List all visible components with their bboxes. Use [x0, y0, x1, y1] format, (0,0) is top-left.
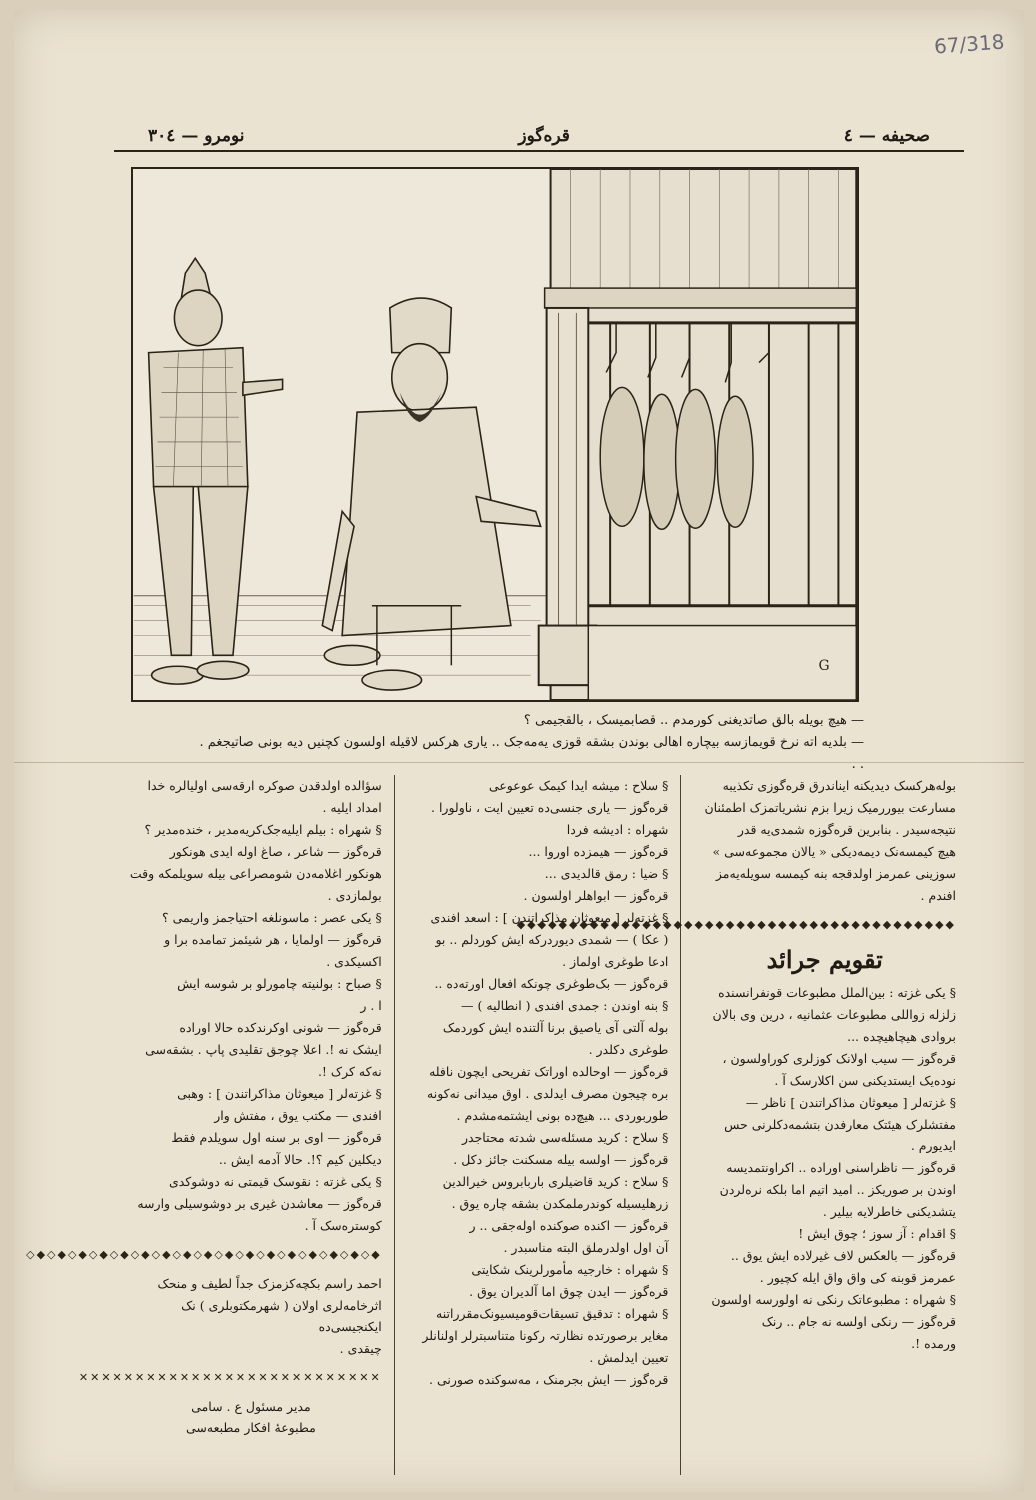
text-line: چیقدی . — [339, 1341, 382, 1356]
text-line: § شهراه : تدقیق تسیقات‌قومیسیونک‌مقرراتنه — [436, 1306, 669, 1321]
text-line: مسارعت بیوررمیک زیرا بزم نشریاتمزک اطمئنان — [704, 800, 956, 815]
masthead — [114, 122, 964, 152]
text-line: کوستره‌سک آ . — [304, 1218, 382, 1233]
text-line: ادعا طوغری اولماز . — [562, 954, 669, 969]
page-number: صحیفه — ٤ — [843, 126, 930, 146]
text-columns — [26, 775, 968, 1475]
text-line: تعیین ایدلمش . — [589, 1350, 669, 1365]
text-line: عمرمز قوبنه کی واق واق ایله کچیور . — [759, 1270, 956, 1285]
text-line: امداد ایلیه . — [322, 800, 382, 815]
column-intro — [693, 775, 956, 906]
text-line: زلزله زواللی مطبوعات عثمانیه ، درین وی بالان — [712, 1007, 956, 1022]
ornament-divider: ◆◇◆◇◆◇◆◇◆◇◆◇◆◇◆◇◆◇◆◇◆◇◆◇◆◇◆◇◆◇◆◇◆◇ — [26, 1248, 382, 1261]
text-line: شهراه : ادیشه فردا — [566, 822, 669, 837]
text-line: ( عکا ) — شمدی دیوردرکه ایش کوردلم .. بو — [435, 932, 669, 947]
text-line: § غزته‌لر [ میعوثان مذاکراتندن ] : وهبی — [177, 1086, 382, 1101]
text-line: بره چیجون مصرف ایدلدی . اوق میدانی نه‌کونه — [427, 1086, 669, 1101]
printer-line: مطبوعهٔ افکار مطبعه‌سی — [186, 1420, 316, 1435]
text-line: § یکی غزته : بین‌الملل مطبوعات قونفرانسنده — [718, 985, 956, 1000]
text-line: ا . ر — [360, 998, 382, 1013]
text-line: قره‌گوز — اکنده صوکنده اوله‌جقی .. ر — [469, 1218, 669, 1233]
ornament-divider: ◆◆◆◆◆◆◆◆◆◆◆◆◆◆◆◆◆◆◆◆◆◆◆◆◆◆◆◆◆◆◆◆◆◆◆◆◆◆◆◆◆◆ — [516, 918, 956, 931]
text-line: قره‌گوز — اولسه بیله مسکنت جائز دکل . — [453, 1152, 669, 1167]
text-line: § غزته‌لر [ میعوثان مذاکراتندن ] ناظر — — [745, 1095, 956, 1110]
text-line: ورمده !. — [911, 1336, 956, 1351]
cartoon-captions — [194, 710, 864, 776]
text-line: بروادی هیچاهیچده ... — [847, 1029, 956, 1044]
text-line: قره‌گوز — اوحالده اوراتک تفریحی ایچون نافله — [429, 1064, 669, 1079]
imprint — [120, 1396, 382, 1438]
text-line: طوربوردی ... هیچ‌ده بونی ایشتمه‌مشدم . — [456, 1108, 669, 1123]
text-line: یتشدیکنی خاطرلایه بیلیر . — [822, 1204, 956, 1219]
text-line: § شهراه : بیلم ایلیه‌جک‌کریه‌مدیر ، خنده‌مدیر ؟ — [144, 822, 382, 837]
text-line: نوده‌یک ایستدیکنی سن اکلارسک آ . — [774, 1073, 956, 1088]
text-line: سوزینی عمرمز اولدقجه بنه کیمسه سویله‌یه‌مز — [715, 866, 956, 881]
text-line: زرهلیسیله کوندرملمکدن بشقه چاره یوق . — [451, 1196, 669, 1211]
text-line: افندی — مکتب یوق ، مفتش وار — [214, 1108, 382, 1123]
text-line: طوغری دکلدر . — [588, 1042, 669, 1057]
text-line: قره‌گوز — یاری جنسی‌ده تعیین ایت ، ناولورا . — [431, 800, 669, 815]
text-line: اکسیکدی . — [326, 954, 382, 969]
text-line: بولمازدی . — [327, 888, 382, 903]
ornament-divider: ✕✕✕✕✕✕✕✕✕✕✕✕✕✕✕✕✕✕✕✕✕✕✕✕✕✕✕ — [78, 1371, 382, 1384]
svg-text:G: G — [818, 658, 830, 675]
cartoon-drawing — [133, 169, 857, 700]
text-line: § شهراه : خارجیه مأمورلرینک شکایتی — [471, 1262, 669, 1277]
column-left — [26, 775, 395, 1475]
text-line: نتیجه‌سیدر . بنابرین قره‌گوزه شمدی‌یه قدر — [737, 822, 956, 837]
text-line: سؤالده اولدقدن صوکره ارقه‌سی اولیالره خدا — [147, 778, 382, 793]
text-line: § شهراه : مطبوعاتک رنکی نه اولورسه اولسون — [711, 1292, 956, 1307]
text-line: آن اول اولدرملق البته مناسبدر . — [503, 1240, 669, 1255]
text-line: مغایر برصورتده نظارتہ رکونا متناسبترلر اولنانلر — [422, 1328, 669, 1343]
text-line: § سلاح : میشه ایدا کیمک عوعوعی — [488, 778, 669, 793]
text-line: § صباح : بولنیته چامورلو بر شوسه ایش — [177, 976, 382, 991]
text-line: نه‌که کرک !. — [317, 1064, 382, 1079]
text-line: § بنه اوندن : جمدی افندی ( انطالیه ) — — [461, 998, 669, 1013]
press-review-entries — [693, 982, 956, 1354]
text-line: بوله آلتی آی یاصیق برنا آلتنده ایش کوردمک — [442, 1020, 669, 1035]
text-line: قره‌گوز — رنکی اولسه نه جام .. رنک — [761, 1314, 956, 1329]
text-line: قره‌گوز — بالعکس لاف غیرلاده ایش یوق .. — [730, 1248, 956, 1263]
text-line: قره‌گوز — اوی بر سنه اول سویلدم فقط — [171, 1130, 382, 1145]
editor-line: مدیر مسئول ع . سامی — [191, 1399, 311, 1414]
column-middle — [395, 775, 682, 1475]
text-line: § سلاح : کرید مسئله‌سی شدته محتاجدر — [461, 1130, 669, 1145]
newspaper-title: قره‌گوز — [518, 126, 570, 146]
text-line: قره‌گوز — ابواهلر اولسون . — [523, 888, 669, 903]
text-line: § سلاح : کرید قاضیلری باربابروس خیرالدین — [442, 1174, 669, 1189]
caption-line: — بلدیه اته نرخ قویمازسه بیچاره اهالی بوندن بشقه قوزی یه‌مه‌جک .. یاری هرکس لاقیله اولسون کچنیں دیه بونی صاتیجغم . . . — [199, 735, 864, 772]
text-line: بوله‌هرکسک دیدیکنه ایناندرق قره‌گوزی تکذیبه — [722, 778, 956, 793]
text-line: اثرخامه‌لری اولان ( شهرمکتوبلری ) نک ایکنجیسی‌ده — [181, 1298, 382, 1334]
text-line: قره‌گوز — اولمایا ، هر شیئمز تمامده برا و — [164, 932, 382, 947]
text-line: هونکور اغلامه‌دن شومصراعی بیله سویلمکه وقت — [129, 866, 382, 881]
cartoon-illustration — [131, 167, 859, 702]
text-line: قره‌گوز — معاشدن غیری بر دوشوسیلی وارسه — [137, 1196, 382, 1211]
text-line: قره‌گوز — ایش بجرمنک ، مه‌سوکنده صورنی . — [429, 1372, 669, 1387]
text-line: قره‌گوز — سیب اولانک کوزلری کوراولسون ، — [722, 1051, 956, 1066]
text-line: اوندن بر صوریکز .. امید اتیم اما بلکه نره‌لردن — [719, 1182, 956, 1197]
text-line: هیچ کیمسه‌نک دیمه‌دیکی « یالان مجموعه‌سی » — [712, 844, 956, 859]
text-line: § اقدام : آز سوز ؛ چوق ایش ! — [798, 1226, 956, 1241]
text-line: § یکی غزته : نقوسک قیمتی نه دوشوکدی — [168, 1174, 382, 1189]
caption-line: — هیچ بویله بالق صاتدیغنی کورمدم .. قصابمیسک ، بالقجیمی ؟ — [523, 713, 864, 728]
newspaper-page — [14, 10, 1024, 1492]
publication-notice — [120, 1273, 382, 1359]
text-line: § غزته‌لر [ میعوثان مذاکراتندن ] : اسعد افندی — [430, 910, 669, 925]
fold-line — [14, 762, 1024, 763]
archive-mark: 67/318 — [932, 29, 1005, 59]
text-line: § یکی عصر : ماسونلغه احتیاجمز واریمی ؟ — [161, 910, 382, 925]
text-line: § ضیا : رمق قالدیدی ... — [544, 866, 669, 881]
issue-number: نومرو — ٣٠٤ — [148, 126, 245, 146]
text-line: قره‌گوز — شونی اوکرندکده حالا اوراده — [179, 1020, 382, 1035]
text-line: قره‌گوز — بک‌طوغری چونکه افعال اورته‌ده .. — [434, 976, 669, 991]
text-line: قره‌گوز — شاعر ، صاغ اوله ایدی هونکور — [169, 844, 382, 859]
text-line: احمد راسم بکچه‌کزمزک جداً لطیف و منحک — [157, 1276, 382, 1291]
text-line: دیکلین کیم ؟!. حالا آدمه ایش .. — [218, 1152, 382, 1167]
text-line: مفتشلرک هیئتک معارفدن بتشمه‌دکلرنی حس ایدیورم . — [724, 1117, 956, 1153]
text-line: قره‌گوز — ایدن چوق اما آلدیران یوق . — [469, 1284, 669, 1299]
text-line: افندم . — [920, 888, 956, 903]
text-line: ایشک نه !. اعلا چوجق تقلیدی پاپ . بشقه‌سی — [145, 1042, 382, 1057]
text-line: قره‌گوز — هیمزده اوروا ... — [528, 844, 669, 859]
section-title: تقویم جرائد — [766, 945, 883, 974]
text-line: قره‌گوز — ناظراسنی اوراده .. اکراونتمدیسه — [726, 1160, 956, 1175]
